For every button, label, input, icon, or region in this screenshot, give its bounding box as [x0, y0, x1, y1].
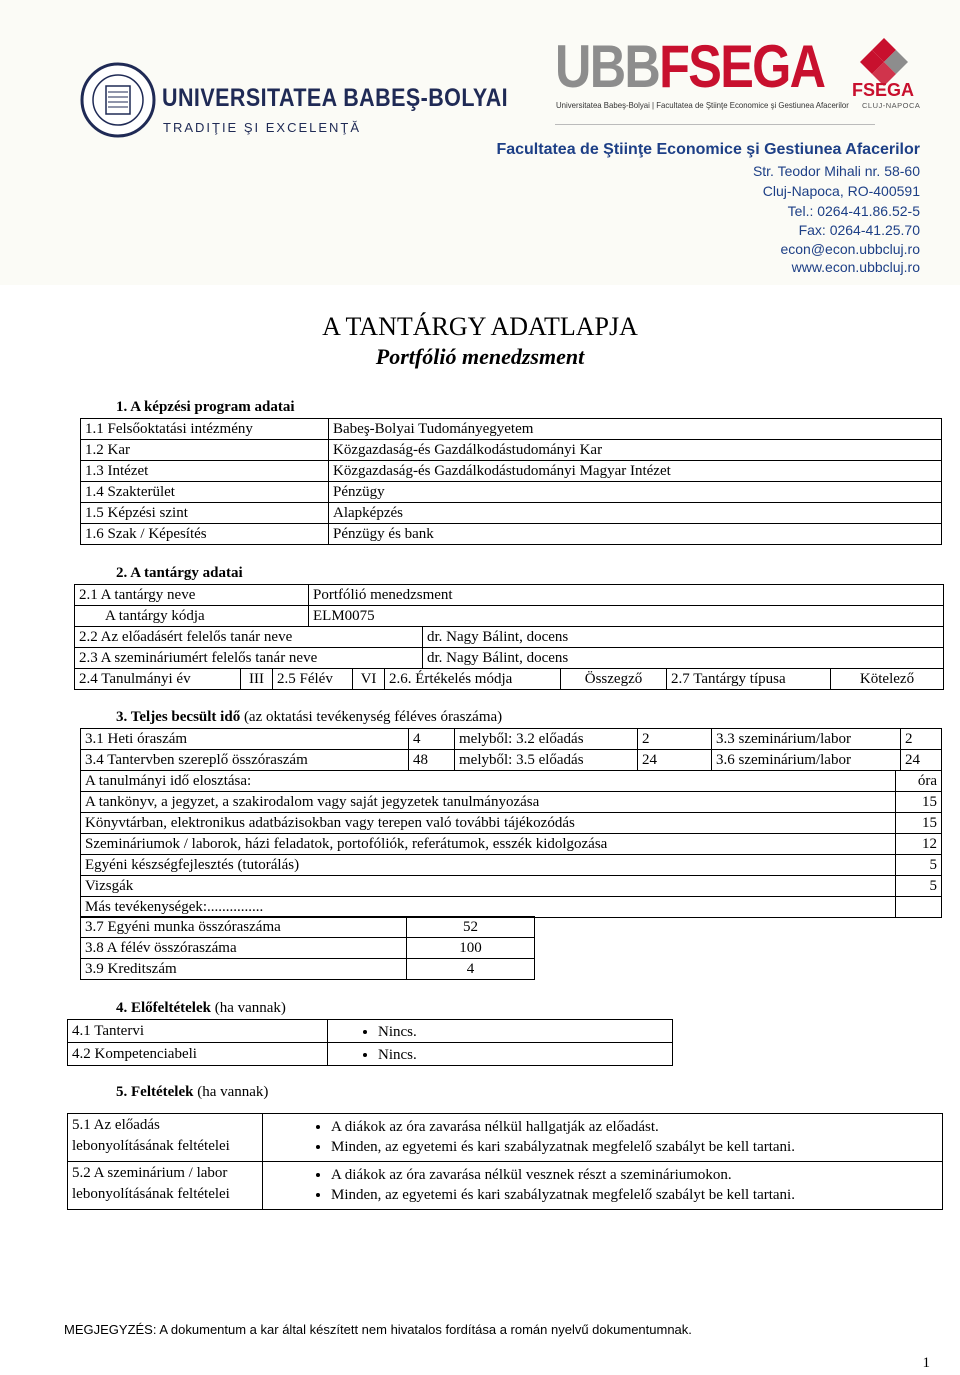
address-phone: Tel.: 0264-41.86.52-5 — [787, 203, 920, 219]
prerequisites-table — [67, 1019, 673, 1066]
table-row — [75, 606, 944, 627]
course-code-label: A tantárgy kódja — [75, 606, 309, 627]
table-row — [75, 585, 944, 606]
table-row — [81, 792, 942, 813]
activity-label: A tankönyv, a jegyzet, a szakirodalom vagy saját jegyzetek tanulmányozása — [81, 792, 896, 813]
total-value: 4 — [407, 959, 535, 980]
section-5-heading: 5. Feltételek (ha vannak) — [116, 1084, 269, 1100]
lecture-hours-value: 2 — [638, 729, 712, 750]
course-name-value: Portfólió menedzsment — [309, 585, 944, 606]
table-row — [81, 419, 942, 440]
course-data-table — [74, 584, 944, 627]
table-row — [68, 1162, 943, 1210]
footer-note: MEGJEGYZÉS: A dokumentum a kar által készített nem hivatalos fordítása a román nyelvű dokumentumnak. — [64, 1322, 692, 1337]
course-code-value: ELM0075 — [309, 606, 944, 627]
total-hours-value: 48 — [409, 750, 455, 771]
ubbfsega-subline: Universitatea Babeş-Bolyai | Facultatea de Ştiinţe Economice şi Gestiunea Afacerilor — [556, 100, 849, 110]
weekly-hours-value: 4 — [409, 729, 455, 750]
section-2-heading: 2. A tantárgy adatai — [116, 565, 243, 581]
conditions-table — [67, 1113, 943, 1210]
row-label: 1.3 Intézet — [81, 461, 329, 482]
condition-item: • A diákok az óra zavarása nélkül vesznek részt a szemináriumokon. — [331, 1165, 942, 1185]
row-label: 1.5 Képzési szint — [81, 503, 329, 524]
row-label: 1.4 Szakterület — [81, 482, 329, 503]
table-row — [68, 1043, 673, 1066]
section-3-heading: 3. Teljes becsült idő (az oktatási tevékenység féléves óraszáma) — [116, 709, 503, 725]
table-row — [81, 897, 942, 918]
evaluation-label: 2.6. Értékelés módja — [385, 669, 561, 690]
activity-label: Vizsgák — [81, 876, 896, 897]
table-row — [75, 669, 944, 690]
semester-label: 2.5 Félév — [273, 669, 353, 690]
table-row — [68, 1114, 943, 1162]
prereq-value: • Nincs. — [378, 1022, 672, 1042]
table-row — [81, 834, 942, 855]
fsega-logo-city: CLUJ-NAPOCA — [862, 101, 921, 110]
condition-item: • Minden, az egyetemi és kari szabályzatnak megfelelő szabályt be kell tartani. — [331, 1185, 942, 1205]
page-number: 1 — [922, 1355, 930, 1371]
activity-hours: 5 — [896, 876, 942, 897]
table-row — [81, 482, 942, 503]
table-row — [81, 813, 942, 834]
university-name: UNIVERSITATEA BABEŞ-BOLYAI — [162, 84, 509, 112]
seminar-hours-label: 3.3 szeminárium/labor — [712, 729, 901, 750]
table-row — [81, 938, 535, 959]
course-name-label: 2.1 A tantárgy neve — [75, 585, 309, 606]
section-4-heading: 4. Előfeltételek (ha vannak) — [116, 1000, 286, 1016]
row-label: 1.2 Kar — [81, 440, 329, 461]
time-distribution-table — [80, 770, 942, 918]
activity-label: Egyéni készségfejlesztés (tutorálás) — [81, 855, 896, 876]
row-value: Babeş-Bolyai Tudományegyetem — [329, 419, 942, 440]
program-data-table — [80, 418, 942, 545]
seminar-teacher-value: dr. Nagy Bálint, docens — [423, 648, 944, 669]
table-row — [81, 440, 942, 461]
fsega-logo-text: FSEGA — [852, 80, 915, 100]
address-email: econ@econ.ubbcluj.ro — [780, 241, 920, 257]
teachers-table — [74, 626, 944, 669]
totals-table — [80, 916, 535, 980]
lecture-hours-label: melyből: 3.2 előadás — [455, 729, 638, 750]
lecture-teacher-value: dr. Nagy Bálint, docens — [423, 627, 944, 648]
lecture-teacher-label: 2.2 Az előadásért felelős tanár neve — [75, 627, 423, 648]
course-attributes-table — [74, 668, 944, 690]
condition-item: • A diákok az óra zavarása nélkül hallgatják az előadást. — [331, 1117, 942, 1137]
activity-hours: 5 — [896, 855, 942, 876]
university-seal-icon — [80, 62, 156, 138]
header-divider — [555, 124, 875, 125]
ubbfsega-wordmark: UBBFSEGA — [555, 33, 825, 100]
table-row — [81, 959, 535, 980]
total-lecture-label: melyből: 3.5 előadás — [455, 750, 638, 771]
table-row — [81, 503, 942, 524]
university-tagline: TRADIŢIE ŞI EXCELENŢĂ — [163, 120, 362, 135]
prereq-value-cell — [328, 1020, 673, 1043]
condition-values — [263, 1114, 943, 1162]
total-seminar-value: 24 — [901, 750, 942, 771]
row-value: Alapképzés — [329, 503, 942, 524]
activity-hours: 12 — [896, 834, 942, 855]
table-row — [81, 771, 942, 792]
table-row — [81, 461, 942, 482]
prereq-label: 4.2 Kompetenciabeli — [68, 1043, 328, 1066]
total-value: 52 — [407, 917, 535, 938]
evaluation-value: Összegző — [561, 669, 667, 690]
row-value: Pénzügy és bank — [329, 524, 942, 545]
total-seminar-label: 3.6 szeminárium/labor — [712, 750, 901, 771]
condition-values — [263, 1162, 943, 1210]
table-row — [81, 524, 942, 545]
table-row — [81, 876, 942, 897]
row-value: Pénzügy — [329, 482, 942, 503]
course-type-value: Kötelező — [831, 669, 944, 690]
course-type-label: 2.7 Tantárgy típusa — [667, 669, 831, 690]
total-hours-label: 3.4 Tantervben szereplő összóraszám — [81, 750, 409, 771]
distribution-unit: óra — [896, 771, 942, 792]
year-label: 2.4 Tanulmányi év — [75, 669, 241, 690]
weekly-hours-label: 3.1 Heti óraszám — [81, 729, 409, 750]
year-value: III — [241, 669, 273, 690]
activity-hours: 15 — [896, 813, 942, 834]
row-label: 1.6 Szak / Képesítés — [81, 524, 329, 545]
weekly-hours-table — [80, 728, 942, 771]
address-city: Cluj-Napoca, RO-400591 — [762, 183, 920, 199]
table-row — [68, 1020, 673, 1043]
semester-value: VI — [353, 669, 385, 690]
prereq-label: 4.1 Tantervi — [68, 1020, 328, 1043]
seminar-teacher-label: 2.3 A szemináriumért felelős tanár neve — [75, 648, 423, 669]
row-value: Közgazdaság-és Gazdálkodástudományi Magyar Intézet — [329, 461, 942, 482]
table-row — [75, 648, 944, 669]
address-fax: Fax: 0264-41.25.70 — [798, 222, 920, 238]
row-value: Közgazdaság-és Gazdálkodástudományi Kar — [329, 440, 942, 461]
row-label: 1.1 Felsőoktatási intézmény — [81, 419, 329, 440]
section-1-heading: 1. A képzési program adatai — [116, 399, 295, 415]
activity-label: Könyvtárban, elektronikus adatbázisokban vagy terepen való további tájékozódás — [81, 813, 896, 834]
activity-label: Szemináriumok / laborok, házi feladatok, portofóliók, referátumok, esszék kidolgozása — [81, 834, 896, 855]
condition-label: 5.1 Az előadás lebonyolításának feltételei — [68, 1114, 263, 1162]
distribution-label: A tanulmányi idő elosztása: — [81, 771, 896, 792]
total-value: 100 — [407, 938, 535, 959]
table-row — [81, 855, 942, 876]
activity-label: Más tevékenységek:............... — [81, 897, 896, 918]
total-label: 3.7 Egyéni munka összóraszáma — [81, 917, 407, 938]
total-label: 3.8 A félév összóraszáma — [81, 938, 407, 959]
prereq-value: • Nincs. — [378, 1045, 672, 1065]
prereq-value-cell — [328, 1043, 673, 1066]
faculty-name: Facultatea de Ştiinţe Economice şi Gestiunea Afacerilor — [496, 141, 920, 158]
seminar-hours-value: 2 — [901, 729, 942, 750]
table-row — [81, 750, 942, 771]
document-subtitle: Portfólió menedzsment — [375, 344, 585, 369]
activity-hours: 15 — [896, 792, 942, 813]
activity-hours — [896, 897, 942, 918]
total-label: 3.9 Kreditszám — [81, 959, 407, 980]
condition-label: 5.2 A szeminárium / labor lebonyolításának feltételei — [68, 1162, 263, 1210]
address-street: Str. Teodor Mihali nr. 58-60 — [752, 163, 920, 179]
address-website: www.econ.ubbcluj.ro — [791, 259, 920, 275]
document-title: A TANTÁRGY ADATLAPJA — [322, 312, 638, 341]
condition-item: • Minden, az egyetemi és kari szabályzatnak megfelelő szabályt be kell tartani. — [331, 1137, 942, 1157]
table-row — [81, 729, 942, 750]
table-row — [75, 627, 944, 648]
table-row — [81, 917, 535, 938]
total-lecture-value: 24 — [638, 750, 712, 771]
